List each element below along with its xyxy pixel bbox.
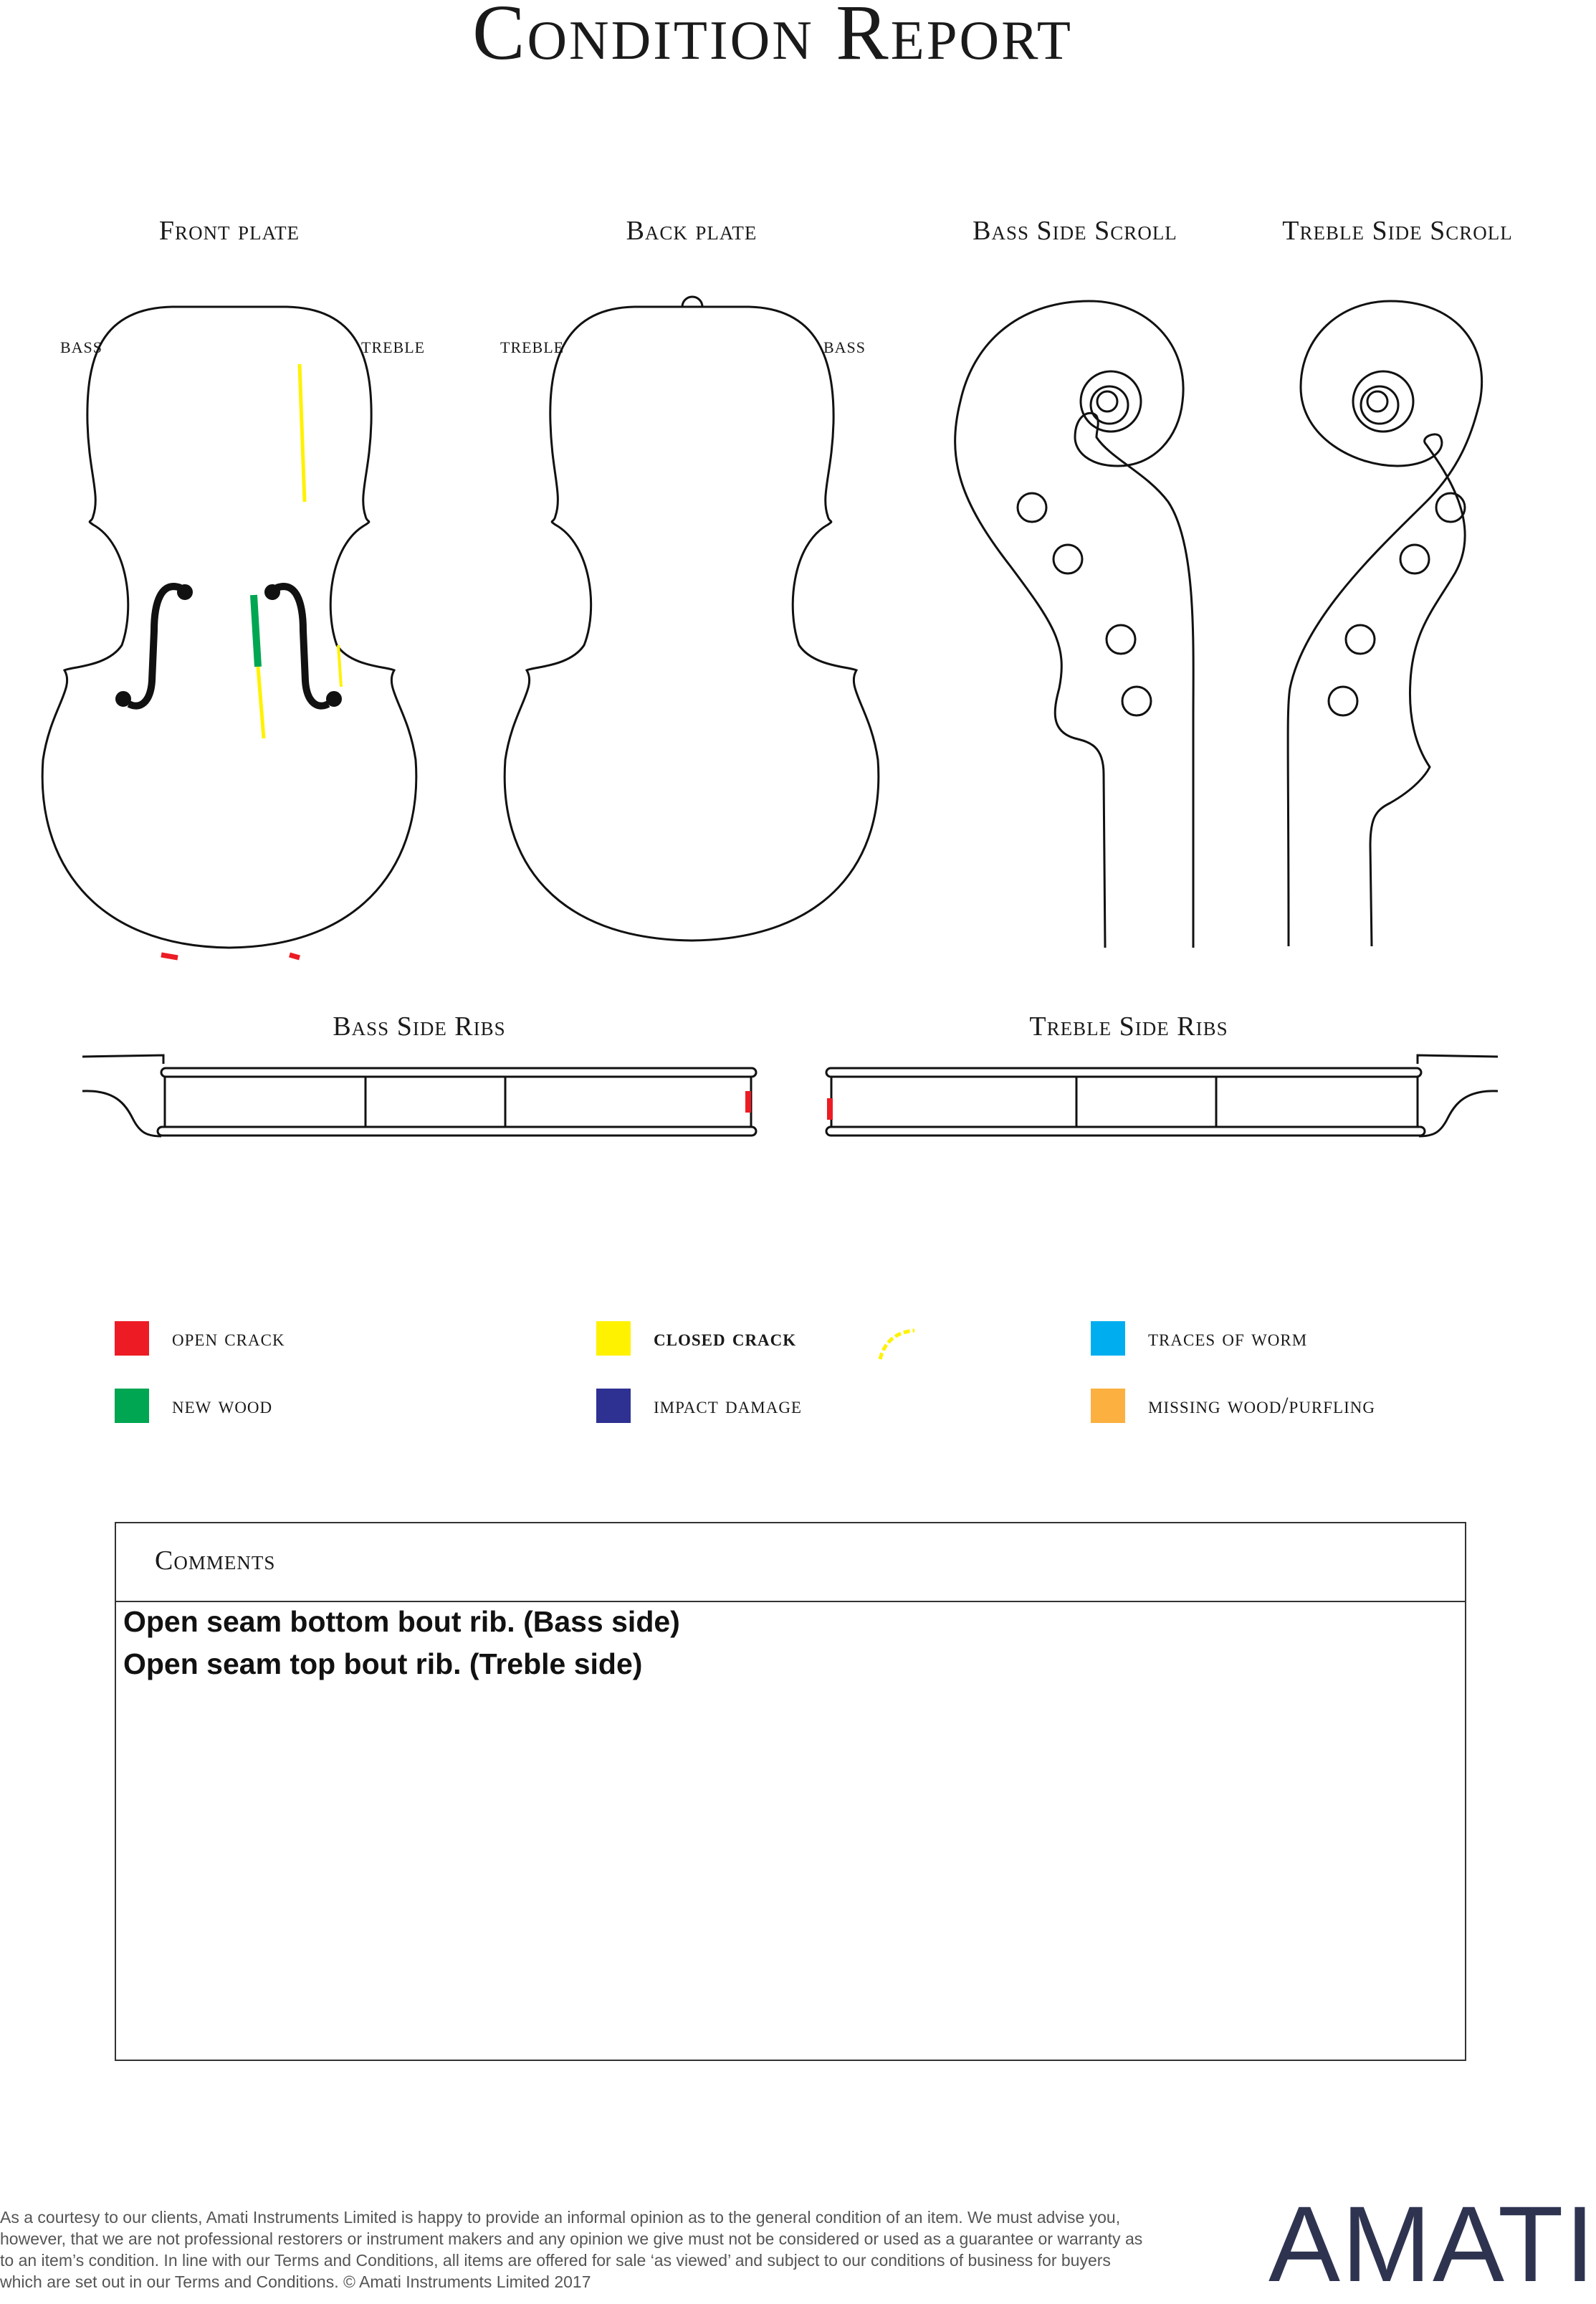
open-crack-bottom-left: [161, 955, 178, 958]
bass-scroll-outline: [955, 301, 1194, 948]
closed-crack-sample-icon: [874, 1326, 917, 1362]
bass-side-ribs-title: Bass Side Ribs: [333, 1011, 506, 1042]
f-hole-right-bottom-eye: [328, 692, 340, 705]
comments-box: [115, 1522, 1466, 2061]
treble-scroll-peg-hole-2: [1400, 545, 1429, 573]
back-treble-label: TREBLE: [500, 338, 565, 356]
legend-new-wood: [115, 1389, 272, 1423]
open-crack-bottom-right: [290, 955, 300, 958]
bass-scroll-peg-hole-1: [1018, 493, 1046, 522]
treble-side-ribs-title: Treble Side Ribs: [1029, 1011, 1228, 1042]
closed-crack-lower: [258, 667, 264, 738]
front-plate-outline: [42, 307, 416, 948]
comment-line: Open seam top bout rib. (Treble side): [123, 1647, 643, 1680]
bass-scroll-eye-outer: [1081, 371, 1141, 432]
legend-open-crack-label: open crack: [172, 1325, 285, 1351]
front-plate-title: Front plate: [158, 216, 300, 246]
comments-header: [116, 1523, 1465, 1602]
f-hole-left-top-eye: [178, 586, 191, 599]
legend-missing-wood-swatch: [1091, 1389, 1125, 1423]
treble-ribs-neck: [1418, 1055, 1498, 1136]
bass-ribs-top-edge: [161, 1068, 756, 1077]
back-bass-label: BASS: [823, 338, 866, 356]
comment-line: Open seam bottom bout rib. (Bass side): [123, 1605, 680, 1638]
bass-ribs-neck: [82, 1055, 163, 1136]
legend-impact-damage-swatch: [596, 1389, 631, 1423]
closed-crack-upper: [300, 364, 305, 502]
treble-scroll-outline: [1288, 301, 1482, 946]
legend-closed-crack-label: closed crack: [654, 1325, 797, 1351]
legend-missing-wood: [1091, 1389, 1375, 1423]
treble-ribs-bottom-edge: [826, 1127, 1425, 1136]
treble-scroll-eye-inner: [1367, 391, 1387, 411]
legend-traces-of-worm-swatch: [1091, 1321, 1125, 1356]
treble-side-scroll-title: Treble Side Scroll: [1282, 216, 1513, 246]
legend-impact-damage-label: impact damage: [654, 1392, 802, 1419]
legend-closed-crack-swatch: [596, 1321, 631, 1356]
back-plate-button: [682, 297, 702, 307]
legend-missing-wood-label: missing wood/purfling: [1148, 1392, 1375, 1419]
back-plate-outline: [505, 307, 879, 941]
amati-logo: AMATI: [1268, 2184, 1596, 2304]
f-hole-left: [129, 586, 181, 706]
treble-ribs-top-edge: [826, 1068, 1421, 1077]
bass-scroll-peg-hole-4: [1122, 687, 1151, 715]
legend-new-wood-label: new wood: [172, 1392, 273, 1419]
comments-heading: Comments: [155, 1546, 276, 1576]
bass-side-scroll-title: Bass Side Scroll: [973, 216, 1177, 246]
legend-traces-of-worm-label: traces of worm: [1148, 1325, 1308, 1351]
treble-scroll-peg-hole-3: [1346, 625, 1375, 654]
legend-closed-crack: [596, 1321, 796, 1356]
back-plate-title: Back plate: [626, 216, 758, 246]
f-hole-left-bottom-eye: [117, 692, 130, 705]
front-bass-label: BASS: [60, 338, 103, 356]
legend-impact-damage: [596, 1389, 802, 1423]
f-hole-right: [277, 586, 328, 706]
front-treble-label: TREBLE: [361, 338, 426, 356]
page-title: Condition Report: [472, 0, 1073, 76]
new-wood-mark: [254, 595, 258, 667]
legend-open-crack: [115, 1321, 285, 1356]
disclaimer: As a courtesy to our clients, Amati Instruments Limited is happy to provide an informal opinion as to the general condition of an item. We must advise you, however, that we are not professional restorers or instrument makers and any opinion we give must not be considered or used as a guarantee or warranty as to an item’s condition. In line with our Terms and Conditions, all items are offered for sale ‘as viewed’ and subject to our conditions of business for buyers which are set out in our Terms and Conditions. © Amati Instruments Limited 2017: [0, 2208, 1143, 2291]
legend-new-wood-swatch: [115, 1389, 149, 1423]
bass-scroll-eye-inner: [1097, 391, 1117, 411]
bass-ribs-bottom-edge: [158, 1127, 756, 1136]
bass-scroll-peg-hole-2: [1053, 545, 1082, 573]
legend-open-crack-swatch: [115, 1321, 149, 1356]
legend-traces-of-worm: [1091, 1321, 1307, 1356]
treble-scroll-peg-hole-4: [1329, 687, 1357, 715]
f-hole-right-top-eye: [266, 586, 279, 599]
bass-scroll-peg-hole-3: [1107, 625, 1135, 654]
